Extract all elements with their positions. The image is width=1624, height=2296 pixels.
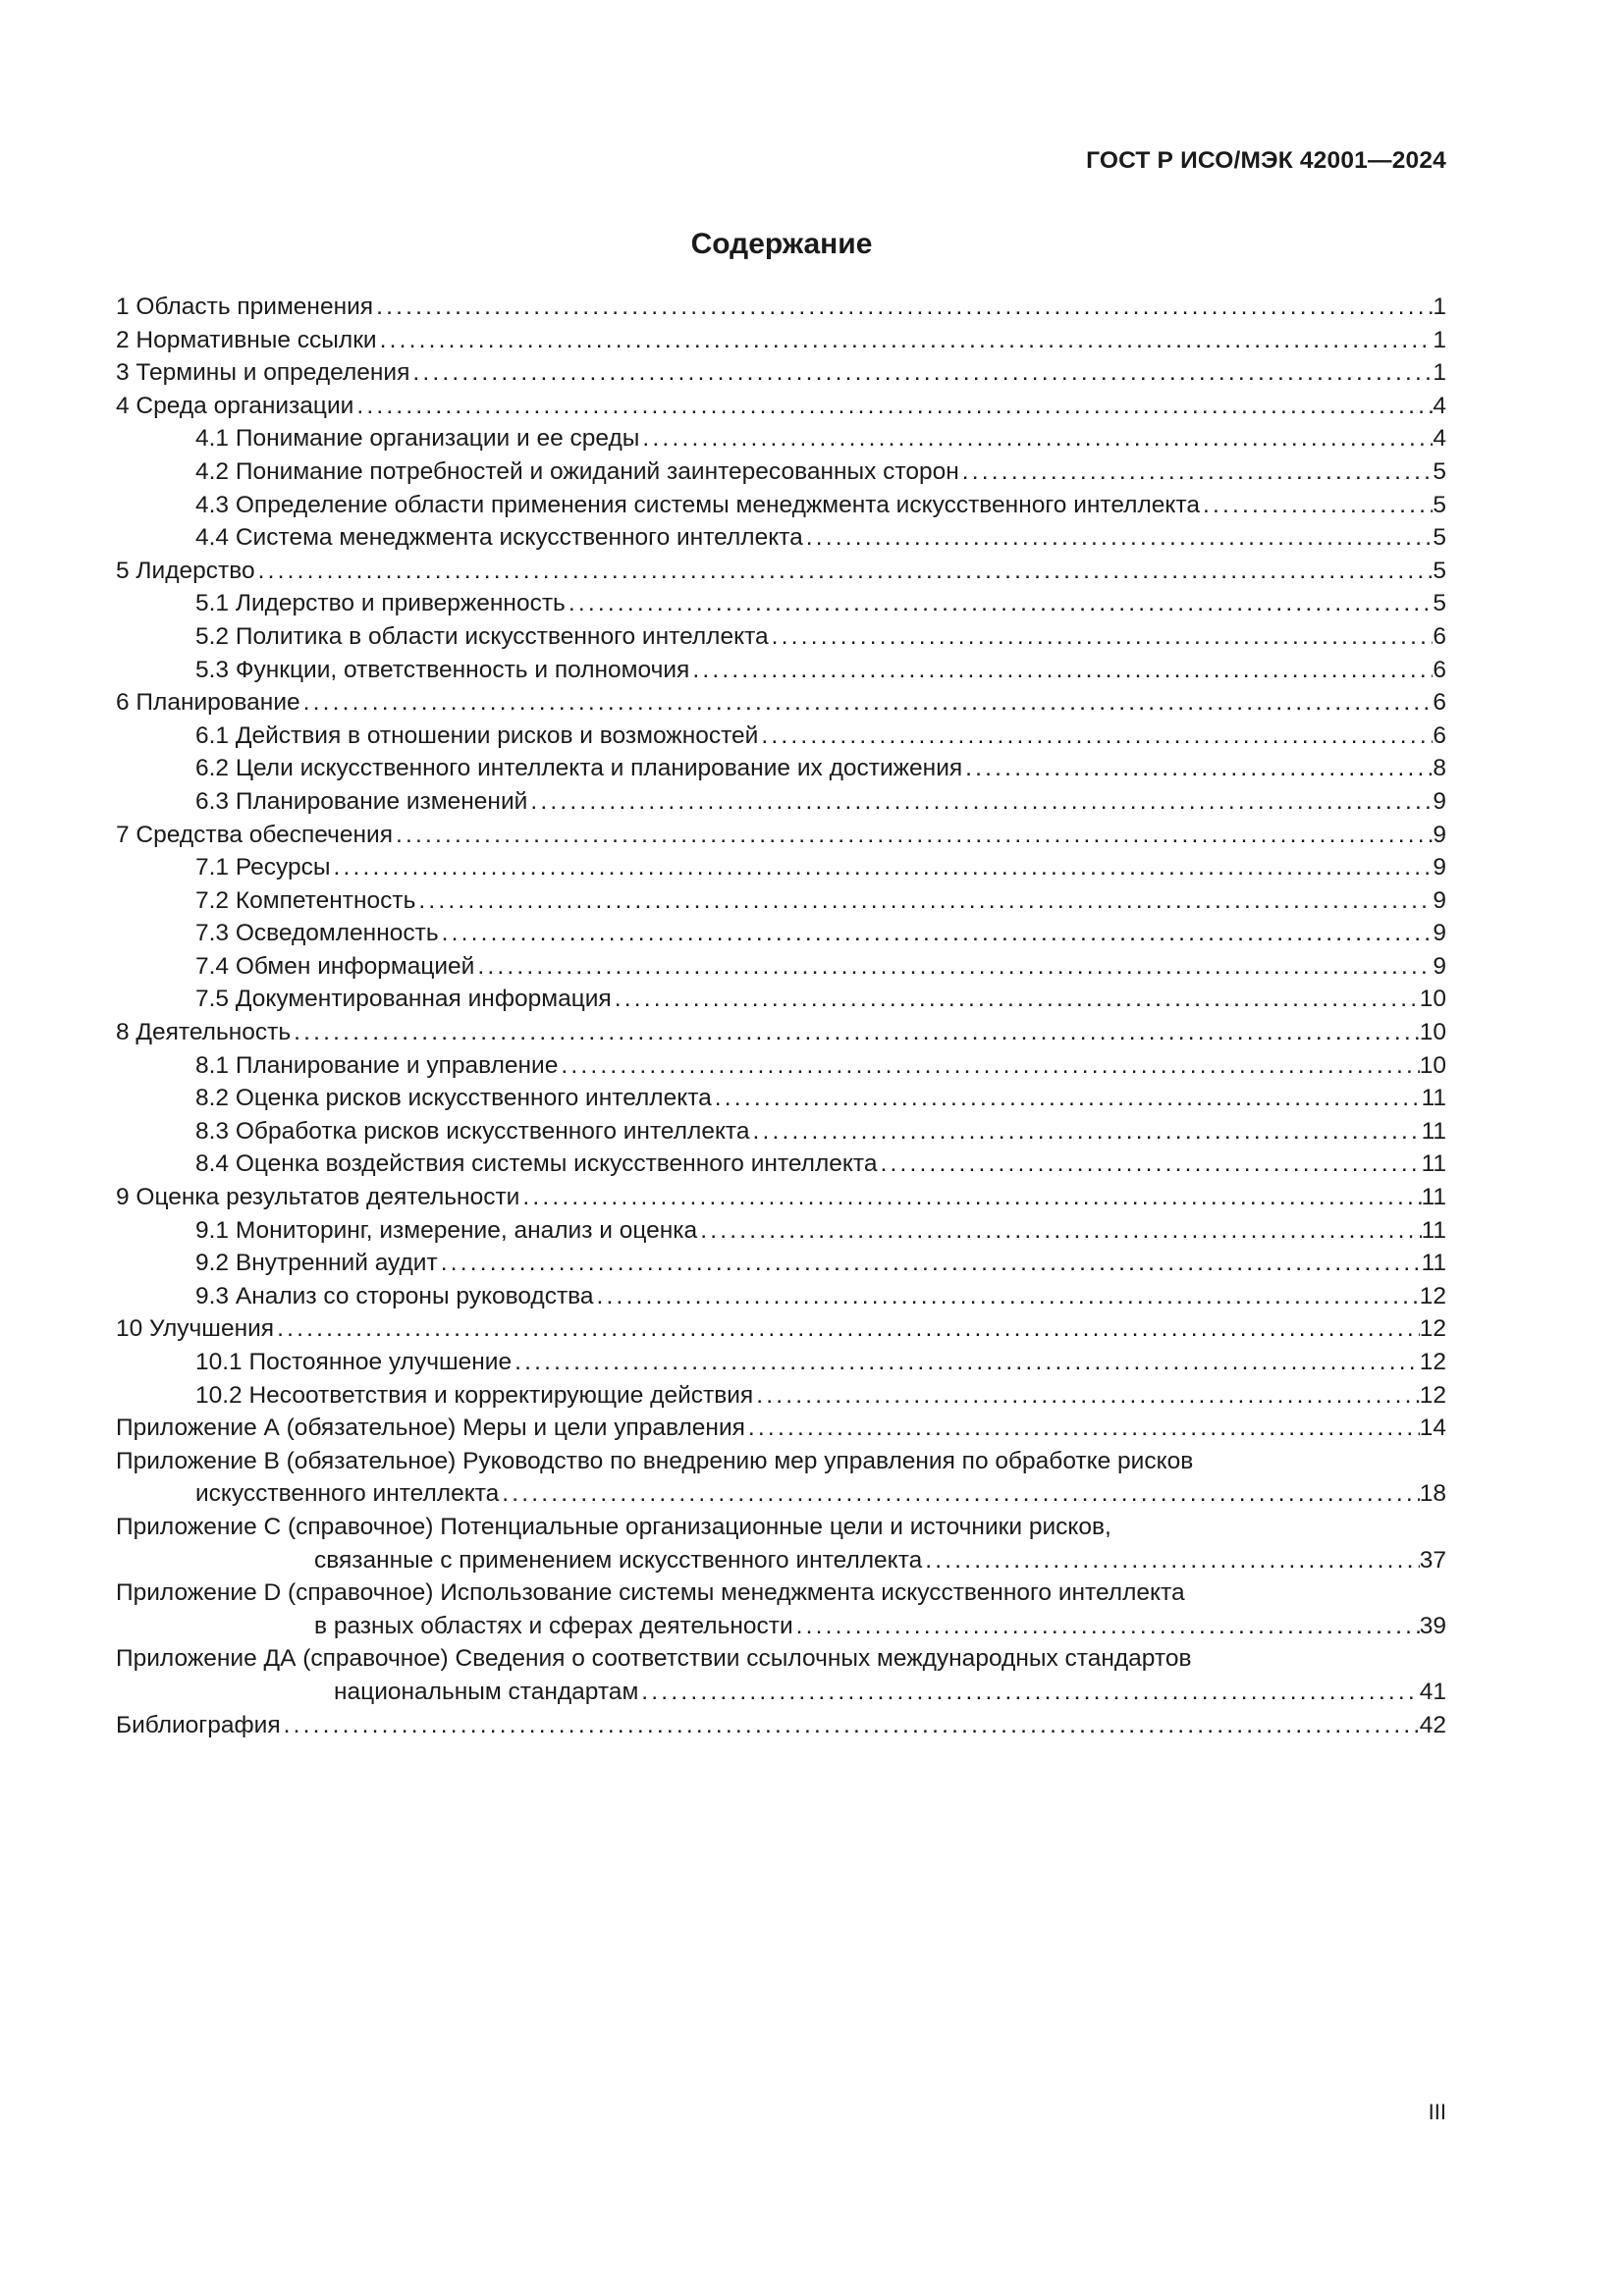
toc-entry-page: 5 bbox=[1433, 590, 1446, 617]
dot-leader bbox=[793, 1610, 1420, 1643]
dot-leader bbox=[745, 1412, 1420, 1445]
toc-entry-text-line1: Приложение D (справочное) Использование системы менеджмента искусственного интеллекта bbox=[116, 1579, 1185, 1607]
dot-leader bbox=[415, 884, 1433, 918]
toc-entry-text: 9.1 Мониторинг, измерение, анализ и оценка bbox=[195, 1216, 698, 1244]
toc-entry-annex-b[interactable] bbox=[116, 1445, 1446, 1511]
toc-entry-1[interactable] bbox=[116, 291, 1446, 324]
dot-leader bbox=[512, 1346, 1420, 1379]
toc-entry-6-3[interactable] bbox=[116, 785, 1446, 819]
toc-entry-page: 41 bbox=[1419, 1678, 1446, 1705]
toc-entry-7-1[interactable] bbox=[116, 851, 1446, 884]
toc-entry-page: 12 bbox=[1419, 1349, 1446, 1375]
dot-leader bbox=[639, 422, 1433, 455]
toc-entry-text: 10.2 Несоответствия и корректирующие действия bbox=[195, 1381, 754, 1409]
toc-entry-text: 4.3 Определение области применения системы менеджмента искусственного интеллекта bbox=[195, 491, 1200, 518]
toc-entry-9-2[interactable] bbox=[116, 1247, 1446, 1280]
toc-entry-text: 1 Область применения bbox=[116, 294, 374, 320]
toc-entry-9-1[interactable] bbox=[116, 1214, 1446, 1248]
toc-entry-page: 8 bbox=[1433, 755, 1446, 782]
document-code: ГОСТ Р ИСО/МЭК 42001—2024 bbox=[1086, 147, 1446, 174]
toc-entry-text: 7 Средства обеспечения bbox=[116, 821, 393, 848]
toc-entry-page: 5 bbox=[1433, 457, 1446, 485]
toc-entry-6-1[interactable] bbox=[116, 720, 1446, 753]
toc-entry-page: 18 bbox=[1419, 1480, 1446, 1508]
toc-entry-text-line2: связанные с применением искусственного интеллекта bbox=[314, 1546, 923, 1574]
dot-leader bbox=[393, 819, 1433, 852]
toc-entry-annex-da[interactable] bbox=[116, 1642, 1446, 1708]
toc-entry-page: 11 bbox=[1421, 1216, 1446, 1244]
dot-leader bbox=[712, 1082, 1422, 1115]
toc-entry-6[interactable] bbox=[116, 686, 1446, 720]
table-of-contents bbox=[116, 291, 1446, 1741]
toc-entry-text: 4.1 Понимание организации и ее среды bbox=[195, 425, 640, 453]
toc-entry-text: 4 Среда организации bbox=[116, 392, 354, 419]
toc-entry-text: 7.1 Ресурсы bbox=[195, 854, 331, 881]
toc-entry-text: 9.2 Внутренний аудит bbox=[195, 1250, 438, 1277]
toc-entry-text-line2: искусственного интеллекта bbox=[195, 1480, 500, 1508]
toc-entry-3[interactable] bbox=[116, 356, 1446, 390]
dot-leader bbox=[474, 950, 1433, 984]
toc-entry-7-2[interactable] bbox=[116, 884, 1446, 918]
toc-entry-page: 9 bbox=[1433, 787, 1446, 815]
toc-entry-text: Приложение А (обязательное) Меры и цели управления bbox=[116, 1415, 745, 1442]
toc-entry-annex-a[interactable] bbox=[116, 1412, 1446, 1445]
toc-entry-text-line1: Приложение В (обязательное) Руководство по внедрению мер управления по обработке рисков bbox=[116, 1447, 1194, 1474]
dot-leader bbox=[750, 1115, 1422, 1148]
toc-entry-4-3[interactable] bbox=[116, 489, 1446, 522]
toc-entry-text: 8.1 Планирование и управление bbox=[195, 1051, 559, 1079]
toc-entry-8-2[interactable] bbox=[116, 1082, 1446, 1115]
toc-entry-page: 9 bbox=[1433, 854, 1446, 881]
dot-leader bbox=[803, 521, 1434, 555]
toc-entry-text: 8 Деятельность bbox=[116, 1019, 292, 1046]
toc-entry-text: 5.1 Лидерство и приверженность bbox=[195, 590, 566, 617]
dot-leader bbox=[877, 1148, 1421, 1181]
toc-entry-annex-d[interactable] bbox=[116, 1576, 1446, 1642]
toc-entry-page: 4 bbox=[1433, 392, 1446, 419]
toc-entry-bibliography[interactable] bbox=[116, 1709, 1446, 1742]
toc-entry-text: 5.3 Функции, ответственность и полномочия bbox=[195, 656, 690, 683]
toc-entry-5[interactable] bbox=[116, 555, 1446, 588]
toc-entry-9-3[interactable] bbox=[116, 1280, 1446, 1313]
dot-leader bbox=[612, 983, 1420, 1016]
dot-leader bbox=[439, 917, 1434, 950]
toc-entry-page: 1 bbox=[1433, 294, 1446, 320]
toc-entry-text: 8.4 Оценка воздействия системы искусственного интеллекта bbox=[195, 1150, 878, 1178]
dot-leader bbox=[499, 1477, 1419, 1511]
dot-leader bbox=[330, 851, 1433, 884]
dot-leader bbox=[638, 1676, 1419, 1709]
toc-entry-text: 5 Лидерство bbox=[116, 557, 255, 584]
toc-entry-text-line2: в разных областях и сферах деятельности bbox=[314, 1612, 793, 1639]
toc-entry-8[interactable] bbox=[116, 1016, 1446, 1049]
toc-entry-page: 11 bbox=[1421, 1085, 1446, 1112]
toc-entry-annex-c[interactable] bbox=[116, 1511, 1446, 1576]
toc-entry-2[interactable] bbox=[116, 324, 1446, 357]
toc-entry-text: 4.4 Система менеджмента искусственного интеллекта bbox=[195, 524, 803, 552]
dot-leader bbox=[353, 390, 1433, 423]
toc-entry-text: 10 Улучшения bbox=[116, 1315, 275, 1343]
toc-entry-8-3[interactable] bbox=[116, 1115, 1446, 1148]
toc-entry-text: 6 Планирование bbox=[116, 689, 300, 717]
toc-title: Содержание bbox=[690, 228, 873, 260]
toc-entry-text-line2: национальным стандартам bbox=[334, 1678, 639, 1705]
toc-entry-page: 1 bbox=[1433, 326, 1446, 353]
toc-entry-page: 37 bbox=[1419, 1546, 1446, 1574]
toc-entry-page: 6 bbox=[1433, 656, 1446, 683]
toc-entry-10-1[interactable] bbox=[116, 1346, 1446, 1379]
toc-entry-10[interactable] bbox=[116, 1312, 1446, 1346]
toc-entry-page: 9 bbox=[1433, 886, 1446, 914]
dot-leader bbox=[519, 1181, 1421, 1214]
toc-entry-8-4[interactable] bbox=[116, 1148, 1446, 1181]
toc-entry-page: 5 bbox=[1433, 491, 1446, 518]
dot-leader bbox=[959, 455, 1434, 489]
toc-entry-text: 7.4 Обмен информацией bbox=[195, 952, 475, 980]
toc-entry-text: 4.2 Понимание потребностей и ожиданий заинтересованных сторон bbox=[195, 457, 959, 485]
toc-entry-page: 11 bbox=[1421, 1150, 1446, 1178]
dot-leader bbox=[753, 1379, 1420, 1413]
toc-entry-text: 6.1 Действия в отношении рисков и возможностей bbox=[195, 721, 759, 749]
toc-entry-text: 7.3 Осведомленность bbox=[195, 920, 439, 947]
toc-entry-page: 1 bbox=[1433, 359, 1446, 387]
toc-entry-5-1[interactable] bbox=[116, 587, 1446, 620]
dot-leader bbox=[689, 654, 1433, 687]
toc-entry-text: 8.3 Обработка рисков искусственного интеллекта bbox=[195, 1117, 750, 1145]
toc-entry-text-line1: Приложение С (справочное) Потенциальные организационные цели и источники рисков, bbox=[116, 1513, 1111, 1540]
dot-leader bbox=[697, 1214, 1421, 1248]
toc-entry-page: 10 bbox=[1419, 1019, 1446, 1046]
toc-entry-text: 2 Нормативные ссылки bbox=[116, 326, 377, 353]
dot-leader bbox=[769, 620, 1434, 654]
toc-entry-5-3[interactable] bbox=[116, 654, 1446, 687]
toc-entry-text: 6.3 Планирование изменений bbox=[195, 787, 528, 815]
page-number: III bbox=[1428, 2100, 1446, 2124]
toc-entry-5-2[interactable] bbox=[116, 620, 1446, 654]
toc-entry-text: 9.3 Анализ со стороны руководства bbox=[195, 1282, 594, 1309]
toc-entry-page: 9 bbox=[1433, 952, 1446, 980]
toc-entry-8-1[interactable] bbox=[116, 1049, 1446, 1083]
toc-entry-page: 6 bbox=[1433, 689, 1446, 717]
toc-entry-10-2[interactable] bbox=[116, 1379, 1446, 1413]
toc-entry-page: 12 bbox=[1419, 1315, 1446, 1343]
dot-leader bbox=[438, 1247, 1422, 1280]
toc-entry-7-5[interactable] bbox=[116, 983, 1446, 1016]
toc-entry-6-2[interactable] bbox=[116, 752, 1446, 785]
toc-entry-page: 9 bbox=[1433, 920, 1446, 947]
toc-entry-text: 3 Термины и определения bbox=[116, 359, 410, 387]
toc-entry-text-line1: Приложение ДА (справочное) Сведения о соответствии ссылочных международных стандартов bbox=[116, 1645, 1192, 1673]
toc-entry-page: 5 bbox=[1433, 524, 1446, 552]
toc-entry-4-4[interactable] bbox=[116, 521, 1446, 555]
toc-entry-4-2[interactable] bbox=[116, 455, 1446, 489]
dot-leader bbox=[274, 1312, 1420, 1346]
toc-entry-page: 5 bbox=[1433, 557, 1446, 584]
toc-entry-page: 4 bbox=[1433, 425, 1446, 453]
dot-leader bbox=[594, 1280, 1420, 1313]
toc-entry-page: 39 bbox=[1419, 1612, 1446, 1639]
dot-leader bbox=[300, 686, 1434, 720]
dot-leader bbox=[1200, 489, 1433, 522]
toc-entry-page: 9 bbox=[1433, 821, 1446, 848]
toc-entry-4[interactable] bbox=[116, 390, 1446, 423]
dot-leader bbox=[922, 1544, 1419, 1577]
toc-entry-page: 10 bbox=[1419, 1051, 1446, 1079]
dot-leader bbox=[255, 555, 1434, 588]
dot-leader bbox=[409, 356, 1433, 390]
toc-entry-7-3[interactable] bbox=[116, 917, 1446, 950]
toc-entry-page: 11 bbox=[1421, 1117, 1446, 1145]
toc-entry-page: 10 bbox=[1419, 986, 1446, 1013]
toc-entry-text: 8.2 Оценка рисков искусственного интеллекта bbox=[195, 1085, 712, 1112]
toc-entry-text: 5.2 Политика в области искусственного интеллекта bbox=[195, 622, 769, 650]
dot-leader bbox=[527, 785, 1433, 819]
dot-leader bbox=[558, 1049, 1419, 1083]
dot-leader bbox=[962, 752, 1433, 785]
toc-entry-text: 9 Оценка результатов деятельности bbox=[116, 1184, 520, 1211]
dot-leader bbox=[758, 720, 1433, 753]
toc-entry-page: 6 bbox=[1433, 721, 1446, 749]
toc-entry-page: 12 bbox=[1419, 1282, 1446, 1309]
dot-leader bbox=[281, 1709, 1420, 1742]
dot-leader bbox=[566, 587, 1434, 620]
toc-entry-7[interactable] bbox=[116, 819, 1446, 852]
toc-entry-page: 12 bbox=[1419, 1381, 1446, 1409]
toc-entry-7-4[interactable] bbox=[116, 950, 1446, 984]
dot-leader bbox=[291, 1016, 1420, 1049]
toc-entry-4-1[interactable] bbox=[116, 422, 1446, 455]
toc-entry-page: 14 bbox=[1419, 1415, 1446, 1442]
toc-entry-page: 11 bbox=[1421, 1184, 1446, 1211]
toc-entry-page: 6 bbox=[1433, 622, 1446, 650]
toc-entry-page: 11 bbox=[1421, 1250, 1446, 1277]
toc-entry-9[interactable] bbox=[116, 1181, 1446, 1214]
dot-leader bbox=[373, 291, 1433, 324]
toc-entry-page: 42 bbox=[1419, 1711, 1446, 1738]
toc-entry-text: 10.1 Постоянное улучшение bbox=[195, 1349, 513, 1375]
toc-entry-text: 6.2 Цели искусственного интеллекта и планирование их достижения bbox=[195, 755, 963, 782]
toc-entry-text: 7.5 Документированная информация bbox=[195, 986, 612, 1013]
dot-leader bbox=[377, 324, 1434, 357]
toc-entry-text: 7.2 Компетентность bbox=[195, 886, 416, 914]
toc-entry-text: Библиография bbox=[116, 1711, 281, 1738]
